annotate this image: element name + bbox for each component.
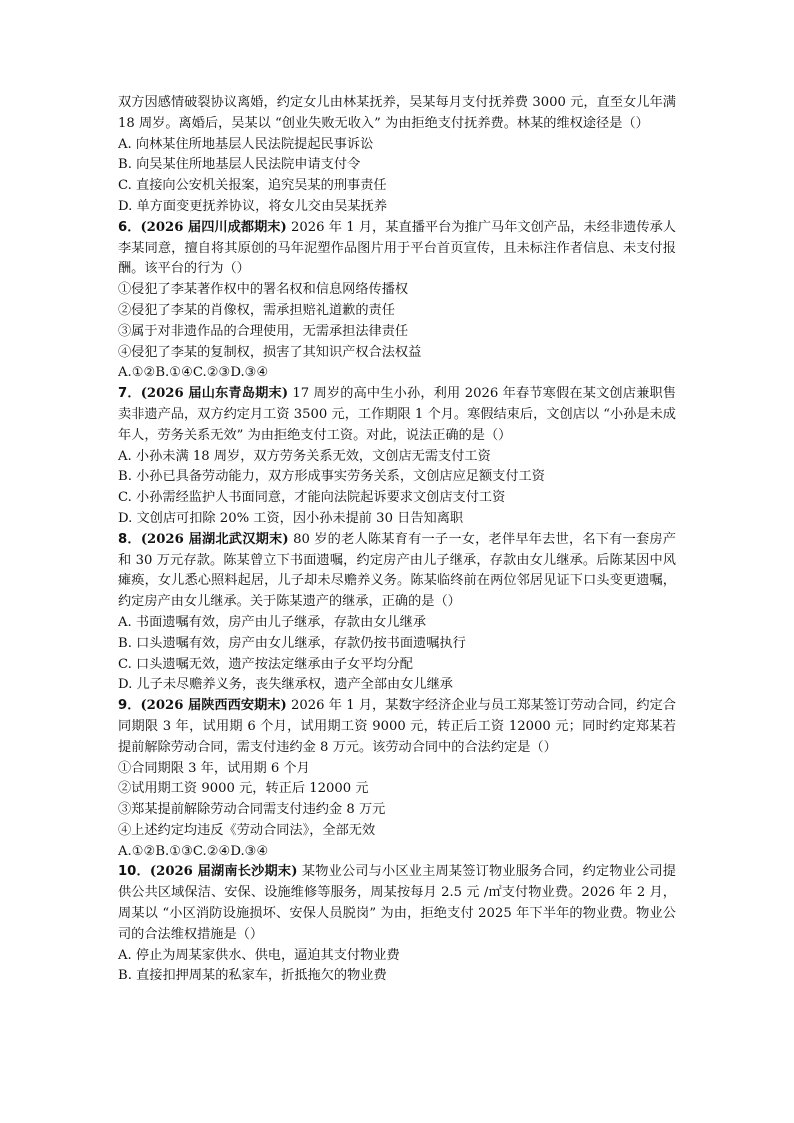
option-c: C. 直接向公安机关报案，追究吴某的刑事责任	[118, 178, 387, 194]
statement-4: ④上述约定均违反《劳动合同法》，全部无效	[118, 822, 376, 838]
question-8	[118, 530, 676, 696]
question-source: (2026 届四川成都期末)	[140, 219, 287, 235]
answer-choices: A.①②B.①③C.②④D.③④	[118, 843, 269, 859]
question-source: (2026 届湖南长沙期末)	[149, 864, 298, 880]
question-number: 8．	[118, 531, 141, 547]
question-7	[118, 384, 676, 530]
option-b: B. 向吴某住所地基层人民法院申请支付令	[118, 157, 361, 173]
document-content	[118, 93, 676, 987]
question-number: 9．	[118, 698, 141, 714]
option-a: A. 停止为周某家供水、供电，逼迫其支付物业费	[118, 947, 400, 963]
option-d: D. 儿子未尽赡养义务，丧失继承权，遗产全部由女儿继承	[118, 677, 453, 693]
statement-1: ①合同期限 3 年，试用期 6 个月	[118, 760, 310, 776]
statement-4: ④侵犯了李某的复制权，损害了其知识产权合法权益	[118, 344, 422, 360]
question-6	[118, 218, 676, 384]
question-text: 2026 年 1 月，某数字经济企业与员工郑某签订劳动合同，约定合同期限 3 年，试用期 6 个月，试用期工资 9000 元，转正后工资 12000 元；同时约定郑某若提前解除劳动合同，需支付违约金 8 万元。该劳动合同中的合法约定是（）	[118, 698, 676, 755]
option-b: B. 小孙已具备劳动能力，双方形成事实劳务关系，文创店应足额支付工资	[118, 469, 545, 485]
option-d: D. 文创店可扣除 20% 工资，因小孙未提前 30 日告知离职	[118, 510, 464, 526]
statement-3: ③郑某提前解除劳动合同需支付违约金 8 万元	[118, 802, 386, 818]
question-stem	[118, 862, 676, 945]
option-b: B. 直接扣押周某的私家车，折抵拖欠的物业费	[118, 968, 387, 984]
question-text: 17 周岁的高中生小孙，利用 2026 年春节寒假在某文创店兼职售卖非遗产品，双方约定月工资 3500 元，工作期限 1 个月。寒假结束后，文创店以 “小孙是未成年人，劳务关系无效” 为由拒绝支付工资。对此，说法正确的是（）	[118, 386, 676, 443]
question-source: (2026 届湖北武汉期末)	[140, 531, 289, 547]
option-c: C. 口头遗嘱无效，遗产按法定继承由子女平均分配	[118, 656, 413, 672]
question-text: 某物业公司与小区业主周某签订物业服务合同，约定物业公司提供公共区域保洁、安保、设施维修等服务，周某按每月 2.5 元 /㎡支付物业费。2026 年 2 月，周某以 “小区消防设施损坏、安保人员脱岗” 为由，拒绝支付 2025 年下半年的物业费。物业公司的合法维权措施是（）	[118, 864, 676, 942]
question-text: 80 岁的老人陈某育有一子一女，老伴早年去世，名下有一套房产和 30 万元存款。陈某曾立下书面遗嘱，约定房产由儿子继承，存款由女儿继承。后陈某因中风瘫痪，女儿悉心照料起居，儿子却未尽赡养义务。陈某临终前在两位邻居见证下口头变更遗嘱，约定房产由女儿继承。关于陈某遗产的继承，正确的是（）	[118, 531, 676, 610]
question-number: 10．	[118, 864, 150, 880]
question-number: 7．	[118, 386, 141, 402]
question-source: (2026 届山东青岛期末)	[140, 386, 289, 402]
question-stem	[118, 384, 676, 446]
question-5	[118, 93, 676, 218]
question-10	[118, 862, 676, 987]
statement-1: ①侵犯了李某著作权中的署名权和信息网络传播权	[118, 282, 409, 298]
option-a: A. 小孙未满 18 周岁，双方劳务关系无效，文创店无需支付工资	[118, 448, 491, 464]
statement-3: ③属于对非遗作品的合理使用，无需承担法律责任	[118, 323, 409, 339]
statement-2: ②侵犯了李某的肖像权，需承担赔礼道歉的责任	[118, 302, 395, 318]
option-a: A. 向林某住所地基层人民法院提起民事诉讼	[118, 136, 374, 152]
question-stem	[118, 530, 676, 613]
answer-choices: A.①②B.①④C.②③D.③④	[118, 365, 269, 381]
question-text: 2026 年 1 月，某直播平台为推广马年文创产品，未经非遗传承人李某同意，擅自将其原创的马年泥塑作品图片用于平台首页宣传，且未标注作者信息、未支付报酬。该平台的行为（）	[118, 219, 676, 277]
question-source: (2026 届陕西西安期末)	[140, 698, 287, 714]
question-stem	[118, 696, 676, 758]
option-b: B. 口头遗嘱有效，房产由女儿继承，存款仍按书面遗嘱执行	[118, 635, 466, 651]
statement-2: ②试用期工资 9000 元，转正后 12000 元	[118, 781, 369, 797]
question-9	[118, 696, 676, 862]
option-d: D. 单方面变更抚养协议，将女儿交由吴某抚养	[118, 198, 388, 214]
option-a: A. 书面遗嘱有效，房产由儿子继承，存款由女儿继承	[118, 614, 427, 630]
question-stem: 双方因感情破裂协议离婚，约定女儿由林某抚养，吴某每月支付抚养费 3000 元，直至女儿年满 18 周岁。离婚后，吴某以 “创业失败无收入” 为由拒绝支付抚养费。林某的维权途径是（）	[118, 95, 676, 131]
question-number: 6．	[118, 219, 141, 235]
question-stem	[118, 218, 676, 280]
option-c: C. 小孙需经监护人书面同意，才能向法院起诉要求文创店支付工资	[118, 490, 506, 506]
